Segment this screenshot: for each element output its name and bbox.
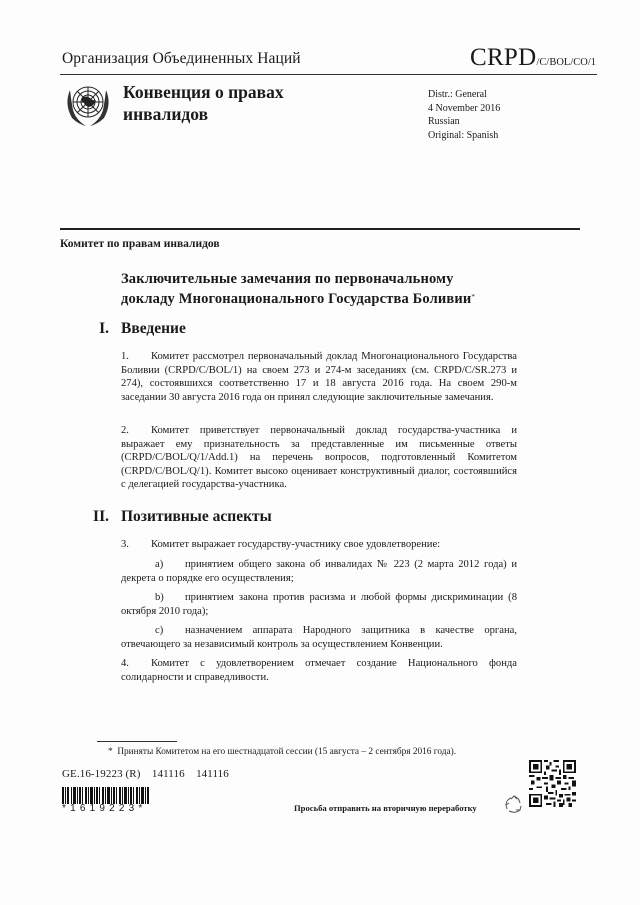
paragraph-number: 2. (121, 425, 129, 436)
document-language: Russian (428, 116, 460, 127)
paragraph-number: 4. (121, 658, 129, 669)
footnote-text: Приняты Комитетом на его шестнадцатой сессии (15 августа – 2 сентября 2016 года). (117, 747, 457, 757)
paragraph-text: Комитет рассмотрел первоначальный доклад Многонационального Государства Боливии (CRPD/C/BOL/1) на своем 273 и 274-м заседаниях (см. CRPD/C/SR.273 и 274), состоявшихся соответственно 17 и 18 августа 2016 года. На своем 290-м заседании 30 августа 2016 года он принял следующие заключительные замечания. (121, 351, 517, 403)
recycle-notice: Просьба отправить на вторичную переработку (294, 803, 477, 813)
subitem-b (121, 591, 517, 618)
paragraph-number: 1. (121, 351, 129, 362)
paragraph-4 (121, 657, 517, 684)
document-symbol (470, 44, 596, 72)
subitem-letter: c) (155, 625, 164, 636)
paragraph-text: Комитет с удовлетворением отмечает создание Национального фонда солидарности и справедливости. (121, 658, 517, 683)
organization-name: Организация Объединенных Наций (62, 50, 301, 67)
section-title: Введение (121, 320, 186, 337)
paragraph-1 (121, 350, 517, 404)
barcode-icon (62, 787, 150, 804)
convention-title-line2: инвалидов (123, 104, 209, 124)
subitem-text: принятием общего закона об инвалидах № 223 (2 марта 2012 года) и декрета о порядке его осуществления; (121, 559, 517, 584)
paragraph-text: Комитет выражает государству-участнику свое удовлетворение: (151, 539, 441, 550)
section-heading-positive-aspects (93, 508, 272, 526)
distribution-block (428, 88, 500, 142)
paragraph-number: 3. (121, 539, 129, 550)
footnote (108, 747, 456, 757)
original-language: Original: Spanish (428, 129, 499, 141)
symbol-main: CRPD (469, 44, 537, 71)
title-line2: докладу Многонационального Государства Боливии (121, 291, 472, 307)
paragraph-2 (121, 424, 517, 492)
paragraph-3 (121, 538, 517, 552)
document-title (121, 270, 475, 308)
section-title: Позитивные аспекты (121, 508, 272, 525)
subitem-a (121, 558, 517, 585)
convention-title-line1: Конвенция о правах (123, 82, 284, 102)
document-date: 4 November 2016 (428, 102, 501, 114)
distr-label: Distr.: General (428, 89, 487, 100)
symbol-suffix: /C/BOL/CO/1 (536, 57, 596, 68)
convention-title (123, 81, 284, 125)
subitem-text: назначением аппарата Народного защитника в качестве органа, отвечающего за независимый контроль за осуществлением Конвенции. (121, 625, 517, 650)
footnote-mark: * (471, 293, 476, 301)
footnote-rule (97, 741, 177, 742)
section-rule (60, 228, 580, 230)
barcode-number: *1619223* (62, 803, 147, 814)
footnote-mark: * (108, 747, 113, 757)
qr-code-icon (529, 760, 576, 807)
subitem-text: принятием закона против расизма и любой формы дискриминации (8 октября 2010 года); (121, 592, 517, 617)
committee-name: Комитет по правам инвалидов (60, 238, 220, 250)
header-rule (60, 74, 597, 75)
section-number: II. (93, 508, 109, 525)
subitem-letter: a) (155, 559, 164, 570)
subitem-letter: b) (155, 592, 164, 603)
job-number: GE.16-19223 (R) 141116 141116 (62, 768, 229, 780)
section-heading-introduction (99, 320, 186, 338)
paragraph-text: Комитет приветствует первоначальный доклад государства-участника и выражает ему признательность за представленные им письменные ответы (CRPD/C/BOL/Q/1/Add.1) на перечень вопросов, подготовленный Комитетом (CRPD/C/BOL/Q/1). Комитет высоко оценивает конструктивный диалог, состоявшийся с делегацией государства-участника. (121, 425, 517, 491)
subitem-c (121, 624, 517, 651)
recycle-icon (504, 795, 524, 815)
section-number: I. (99, 320, 109, 337)
un-emblem-icon (64, 80, 112, 130)
title-line1: Заключительные замечания по первоначальному (121, 271, 454, 287)
